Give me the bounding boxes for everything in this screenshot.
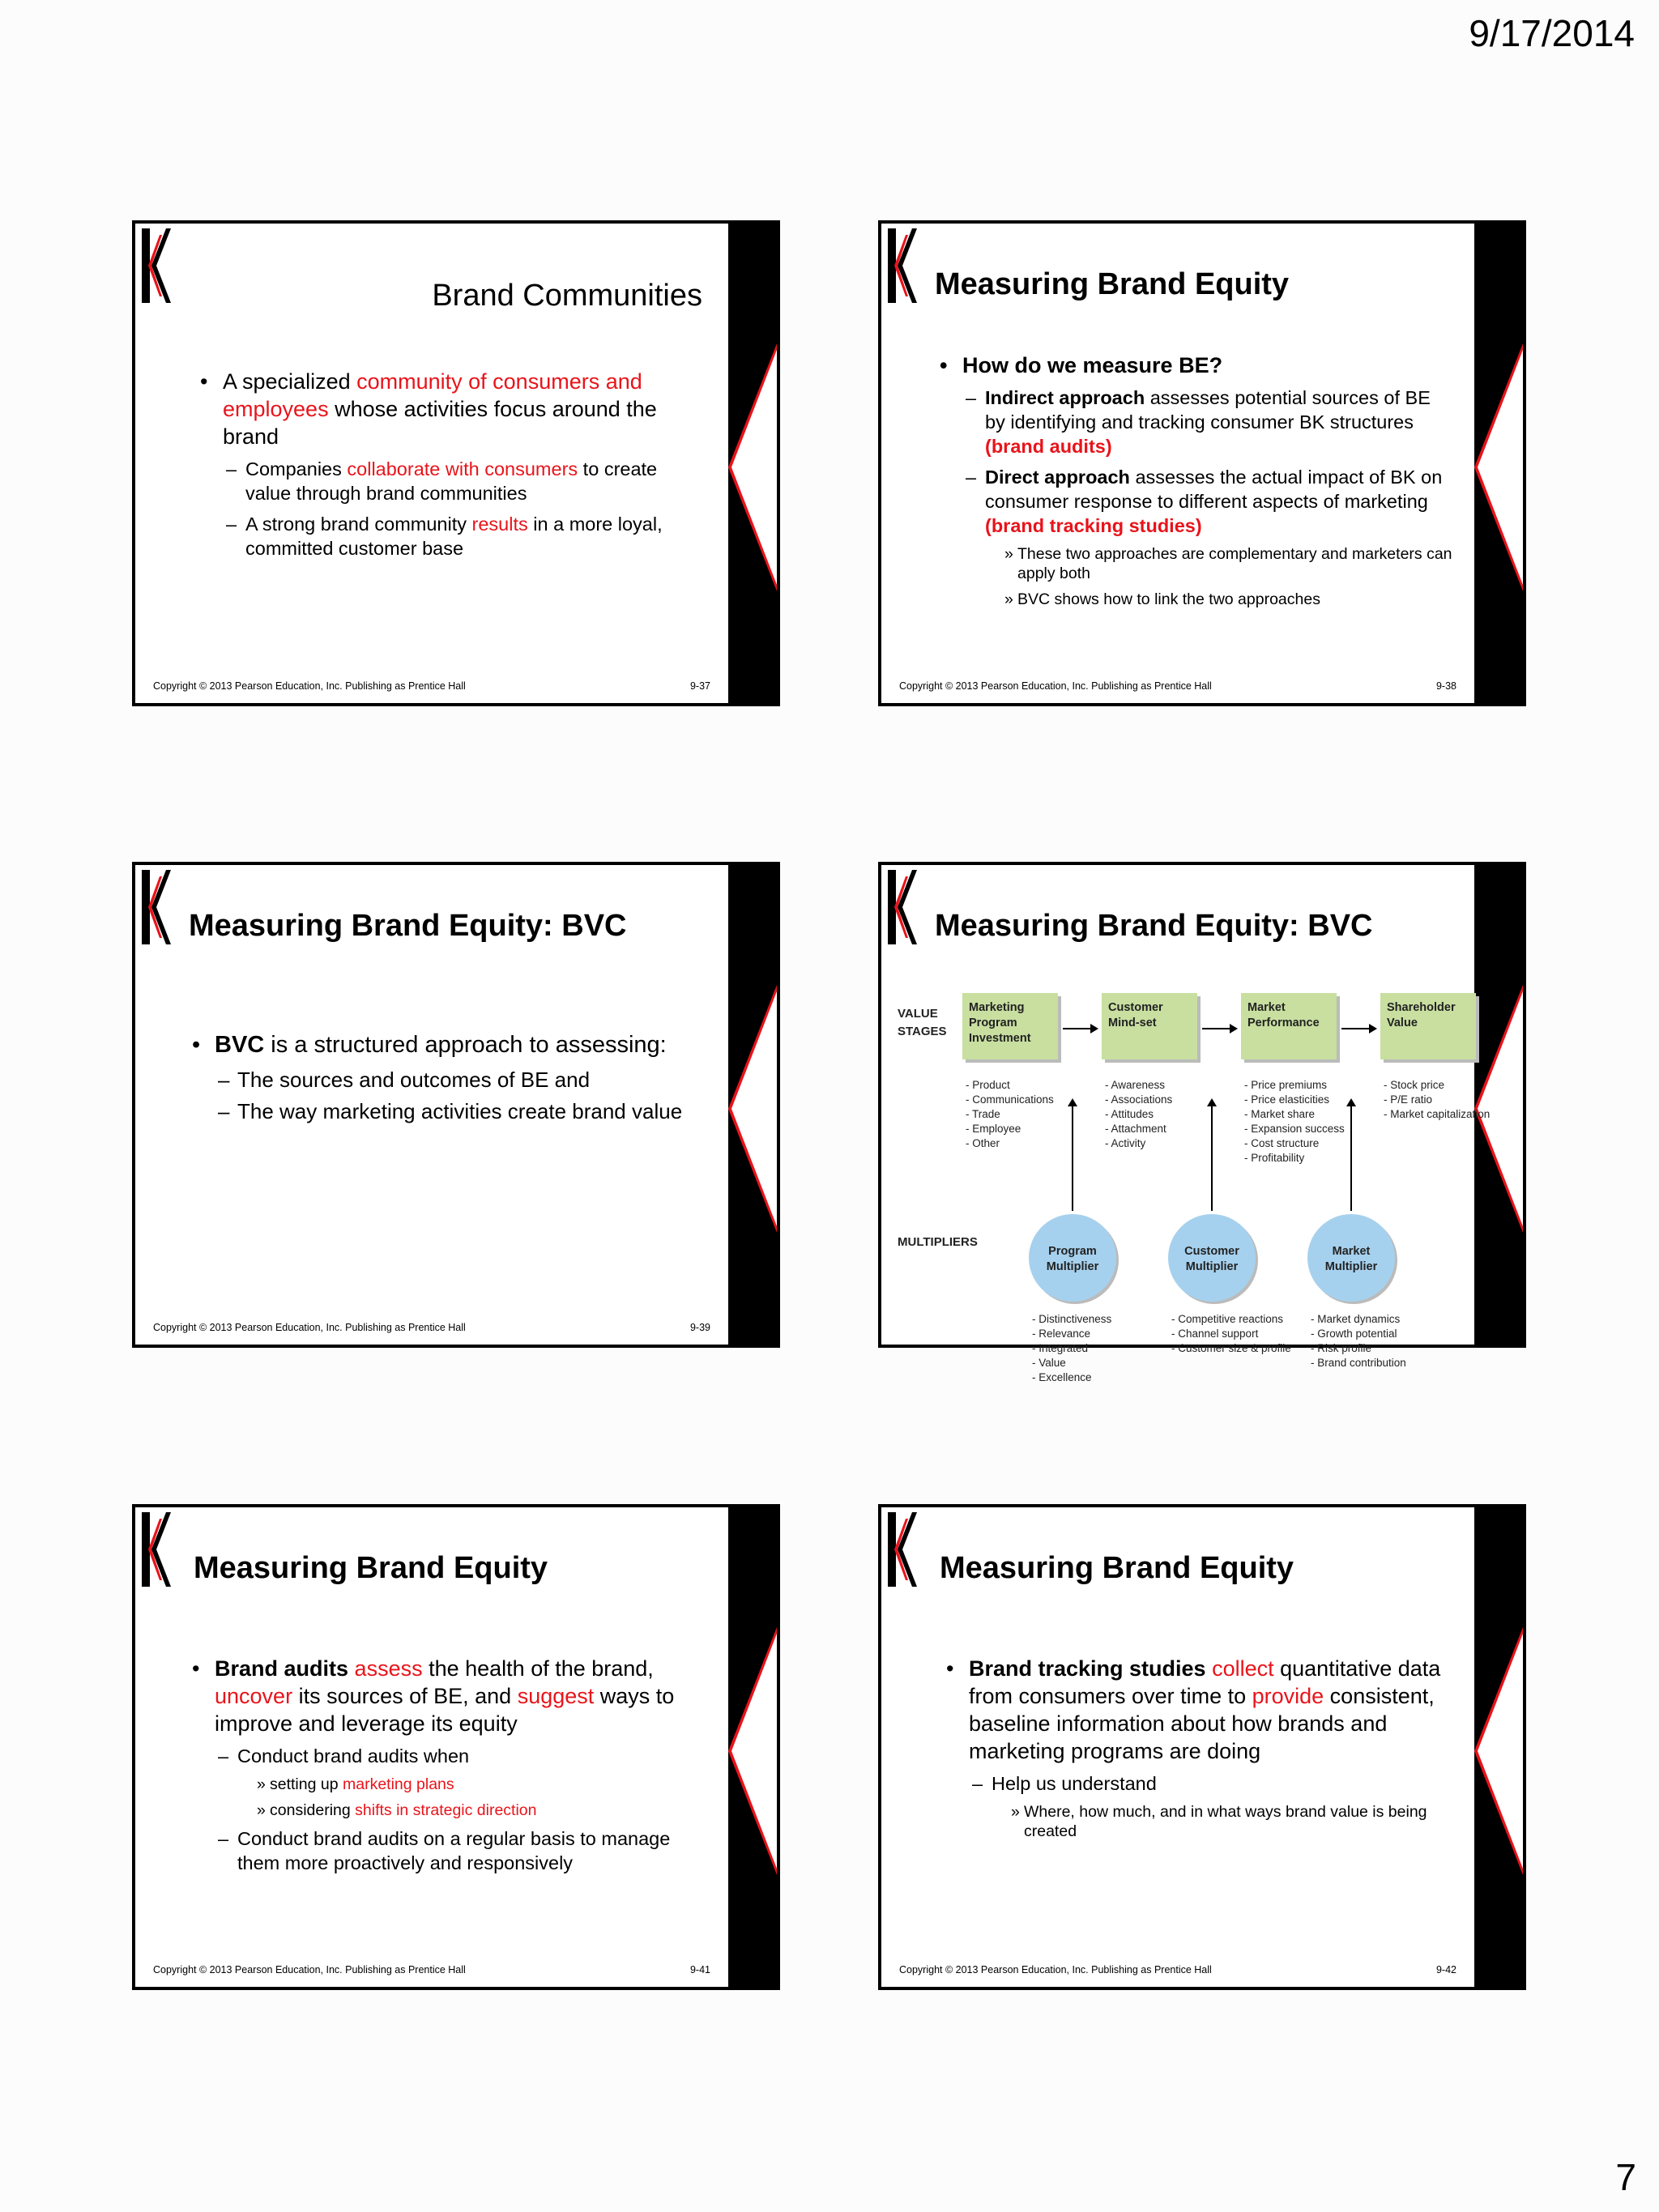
stage-item: - Communications xyxy=(966,1093,1054,1106)
slide-side-bar xyxy=(728,865,777,1345)
slide-number: 9-42 xyxy=(1435,1964,1456,1975)
multiplier-item: - Growth potential xyxy=(1311,1328,1397,1340)
slide-9-41 xyxy=(132,1504,780,1990)
page-date: 9/17/2014 xyxy=(1469,12,1635,54)
slide-number: 9-37 xyxy=(689,680,710,692)
multiplier-name: Multiplier xyxy=(1185,1260,1239,1273)
multipliers-label: MULTIPLIERS xyxy=(898,1235,978,1249)
multiplier-circle xyxy=(1029,1214,1116,1302)
bullet: • A specialized community of consumers and employees whose activities focus around the brand xyxy=(200,368,704,450)
sub-bullet: – Direct approach assesses the actual impact of BK on consumer response to different aspects of marketing (brand tracking studies) xyxy=(940,465,1453,538)
stage-name: Mind-set xyxy=(1108,1016,1157,1029)
page-number: 7 xyxy=(1615,2156,1636,2198)
stage-item: - Product xyxy=(966,1079,1010,1091)
arrow-head-icon xyxy=(1230,1024,1238,1034)
sub-sub-bullet: – The way marketing activities create brand value xyxy=(192,1099,704,1124)
multiplier-item: - Brand contribution xyxy=(1311,1357,1406,1369)
slide-title: Measuring Brand Equity xyxy=(194,1551,548,1585)
stage-item: - Associations xyxy=(1105,1093,1173,1106)
multiplier-item: - Market dynamics xyxy=(1311,1313,1401,1325)
sub-bullet: – A strong brand community results in a more loyal, committed customer base xyxy=(200,512,704,560)
sub-bullet: – Indirect approach assesses potential sources of BE by identifying and tracking consumer BK structures (brand audits) xyxy=(940,386,1453,458)
bullet: • How do we measure BE? xyxy=(940,352,1453,379)
arrow-head-icon xyxy=(1090,1024,1098,1034)
multiplier-item: - Distinctiveness xyxy=(1032,1313,1112,1325)
multiplier-circle xyxy=(1307,1214,1395,1302)
multiplier-name: Multiplier xyxy=(1046,1260,1099,1273)
slide-9-42 xyxy=(878,1504,1526,1990)
stage-item: - Market capitalization xyxy=(1384,1108,1491,1120)
bullet: • Brand tracking studies collect quantitative data from consumers over time to provide consistent, baseline information about how brands and marketing programs are doing xyxy=(946,1655,1450,1765)
stage-item: - Stock price xyxy=(1384,1079,1445,1091)
slide-number: 9-39 xyxy=(689,1322,710,1333)
sub-sub-bullet: » considering shifts in strategic direction xyxy=(192,1801,710,1820)
slide-side-bar xyxy=(1474,1507,1523,1987)
stage-item: - Market share xyxy=(1244,1108,1316,1120)
stage-name: Customer xyxy=(1108,1001,1163,1014)
k-logo-icon xyxy=(135,865,176,949)
k-logo-icon xyxy=(881,1507,922,1592)
stage-item: - Employee xyxy=(966,1123,1021,1135)
slide-footer: Copyright © 2013 Pearson Education, Inc. Publishing as Prentice Hall xyxy=(153,1964,466,1975)
stage-item: - Awareness xyxy=(1105,1079,1166,1091)
multiplier-name: Market xyxy=(1332,1245,1371,1258)
slide-footer: Copyright © 2013 Pearson Education, Inc. Publishing as Prentice Hall xyxy=(153,680,466,692)
stage-item: - Profitability xyxy=(1244,1152,1305,1164)
arrow-head-icon xyxy=(1346,1098,1356,1106)
k-logo-icon xyxy=(881,865,922,949)
multiplier-item: - Excellence xyxy=(1032,1371,1092,1383)
stage-name: Program xyxy=(969,1016,1017,1029)
arrow-head-icon xyxy=(1068,1098,1077,1106)
k-logo-icon xyxy=(135,224,176,308)
slide-footer: Copyright © 2013 Pearson Education, Inc. Publishing as Prentice Hall xyxy=(899,680,1212,692)
bullet: • BVC is a structured approach to assessing: xyxy=(192,1030,704,1059)
slide-9-37 xyxy=(132,220,780,706)
multiplier-name: Program xyxy=(1048,1245,1097,1258)
multiplier-item: - Risk profile xyxy=(1311,1342,1372,1354)
slide-side-bar xyxy=(728,1507,777,1987)
stage-item: - Other xyxy=(966,1137,1000,1149)
stage-item: - P/E ratio xyxy=(1384,1093,1433,1106)
multiplier-name: Multiplier xyxy=(1324,1260,1378,1273)
stage-item: - Cost structure xyxy=(1244,1137,1320,1149)
slide-side-bar xyxy=(1474,224,1523,703)
sub-bullet: – Help us understand xyxy=(946,1771,1450,1796)
multiplier-name: Customer xyxy=(1184,1245,1239,1258)
sub-sub-bullet: » setting up marketing plans xyxy=(192,1775,710,1794)
sub-bullet: – Companies collaborate with consumers to create value through brand communities xyxy=(200,457,704,505)
multiplier-item: - Value xyxy=(1032,1357,1066,1369)
slide-side-bar xyxy=(1474,865,1523,1345)
slide-number: 9-41 xyxy=(689,1964,710,1975)
slide-side-bar xyxy=(728,224,777,703)
arrow-head-icon xyxy=(1207,1098,1217,1106)
value-stages-label: STAGES xyxy=(898,1025,947,1038)
multiplier-item: - Channel support xyxy=(1171,1328,1259,1340)
stage-item: - Attitudes xyxy=(1105,1108,1154,1120)
multiplier-item: - Customer size & profile xyxy=(1171,1342,1291,1354)
slide-9-39 xyxy=(132,862,780,1348)
arrow-head-icon xyxy=(1369,1024,1377,1034)
slide-title: Measuring Brand Equity: BVC xyxy=(189,909,627,943)
slide-9-38 xyxy=(878,220,1526,706)
sub-sub-bullet: » BVC shows how to link the two approaches xyxy=(940,590,1453,609)
stage-item: - Activity xyxy=(1105,1137,1146,1149)
stage-name: Performance xyxy=(1247,1016,1320,1029)
stage-name: Shareholder xyxy=(1387,1001,1456,1014)
sub-sub-bullet: – The sources and outcomes of BE and xyxy=(192,1068,704,1093)
sub-bullet: – Conduct brand audits when xyxy=(192,1744,710,1768)
stage-name: Marketing xyxy=(969,1001,1025,1014)
k-logo-icon xyxy=(881,224,922,308)
slide-title: Measuring Brand Equity xyxy=(935,267,1290,301)
sub-sub-bullet: » These two approaches are complementary and marketers can apply both xyxy=(940,544,1453,583)
stage-name: Value xyxy=(1387,1016,1418,1029)
slide-footer: Copyright © 2013 Pearson Education, Inc. Publishing as Prentice Hall xyxy=(153,1322,466,1333)
stage-item: - Price premiums xyxy=(1244,1079,1328,1091)
stage-item: - Attachment xyxy=(1105,1123,1166,1135)
slide-title: Measuring Brand Equity xyxy=(940,1551,1294,1585)
multiplier-item: - Integrated xyxy=(1032,1342,1089,1354)
slide-footer: Copyright © 2013 Pearson Education, Inc. Publishing as Prentice Hall xyxy=(899,1964,1212,1975)
slide-title: Brand Communities xyxy=(432,279,702,313)
multiplier-item: - Relevance xyxy=(1032,1328,1091,1340)
stage-item: - Price elasticities xyxy=(1244,1093,1330,1106)
bvc-diagram xyxy=(888,978,1491,1383)
multiplier-circle xyxy=(1168,1214,1256,1302)
sub-sub-bullet: » Where, how much, and in what ways brand value is being created xyxy=(946,1802,1450,1841)
bullet: • Brand audits assess the health of the brand, uncover its sources of BE, and suggest ways to improve and leverage its equity xyxy=(192,1655,710,1737)
multiplier-item: - Competitive reactions xyxy=(1171,1313,1284,1325)
value-stages-label: VALUE xyxy=(898,1007,938,1021)
stage-item: - Expansion success xyxy=(1244,1123,1345,1135)
stage-name: Investment xyxy=(969,1032,1031,1045)
slide-number: 9-38 xyxy=(1435,680,1456,692)
stage-name: Market xyxy=(1247,1001,1286,1014)
slide-title: Measuring Brand Equity: BVC xyxy=(935,909,1373,943)
sub-bullet: – Conduct brand audits on a regular basis to manage them more proactively and responsively xyxy=(192,1826,710,1875)
stage-item: - Trade xyxy=(966,1108,1000,1120)
k-logo-icon xyxy=(135,1507,176,1592)
slide-bvc-diagram xyxy=(878,862,1526,1383)
